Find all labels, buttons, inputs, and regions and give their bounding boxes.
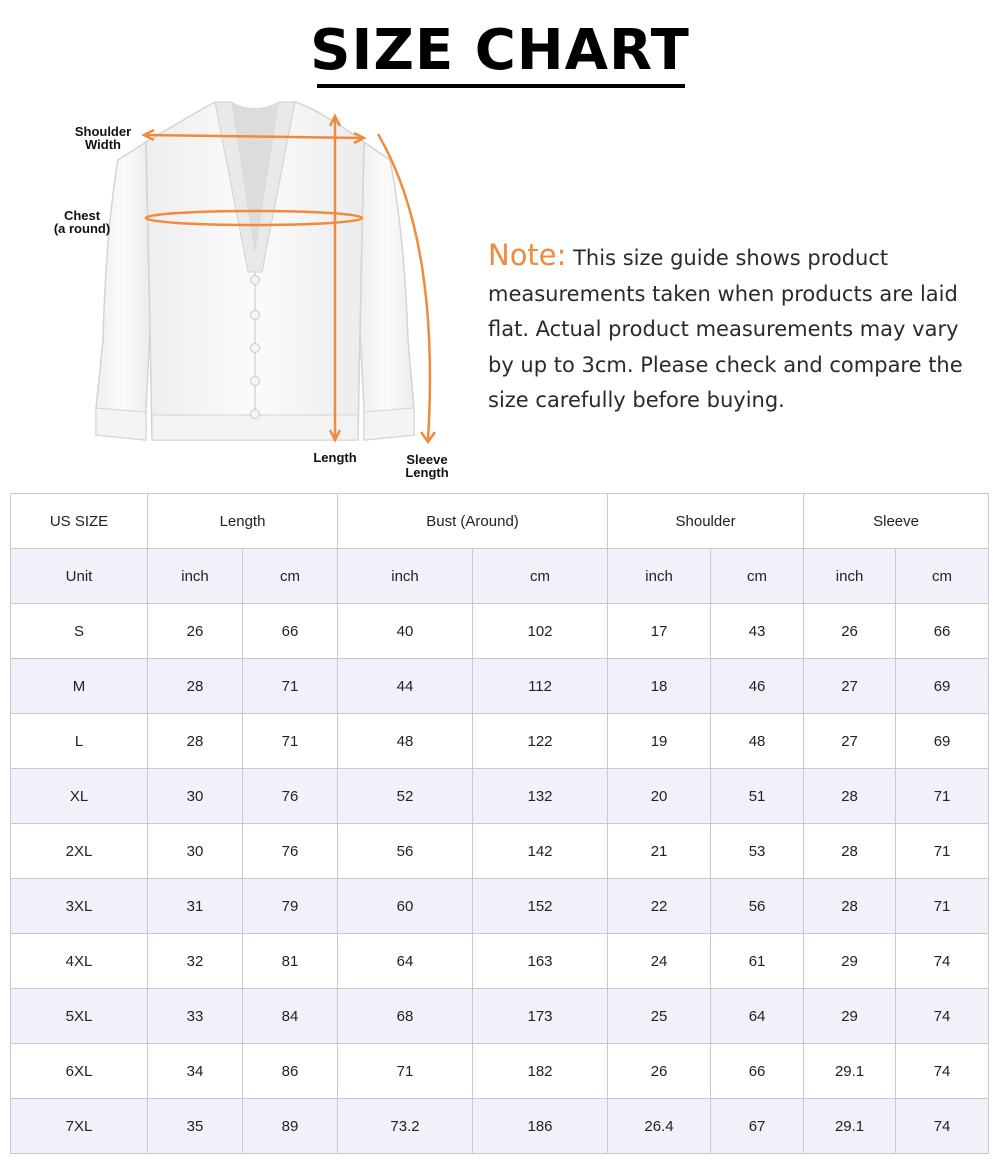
measurement-cell: 29.1 xyxy=(804,1099,896,1154)
measurement-cell: 33 xyxy=(148,989,243,1044)
measurement-cell: 69 xyxy=(896,714,989,769)
measurement-cell: 71 xyxy=(896,824,989,879)
measurement-cell: 46 xyxy=(711,659,804,714)
measurement-cell: 17 xyxy=(608,604,711,659)
measurement-cell: 132 xyxy=(473,769,608,824)
measurement-cell: 32 xyxy=(148,934,243,989)
measurement-cell: 28 xyxy=(804,879,896,934)
measurement-cell: 43 xyxy=(711,604,804,659)
measurement-cell: 31 xyxy=(148,879,243,934)
measurement-cell: 60 xyxy=(338,879,473,934)
sleeve-label-line1: Sleeve xyxy=(406,452,448,467)
measurement-cell: 27 xyxy=(804,659,896,714)
measurement-cell: 29 xyxy=(804,989,896,1044)
table-row xyxy=(11,989,989,1044)
measurement-cell: 56 xyxy=(711,879,804,934)
measurement-cell: 74 xyxy=(896,1099,989,1154)
unit-cell: cm xyxy=(711,549,804,604)
cardigan-diagram xyxy=(0,90,480,490)
measurement-cell: 56 xyxy=(338,824,473,879)
unit-cell: inch xyxy=(804,549,896,604)
chest-label xyxy=(44,209,120,235)
table-row xyxy=(11,604,989,659)
measurement-cell: 74 xyxy=(896,1044,989,1099)
measurement-cell: 152 xyxy=(473,879,608,934)
size-cell: 3XL xyxy=(11,879,148,934)
table-row xyxy=(11,1099,989,1154)
measurement-cell: 18 xyxy=(608,659,711,714)
size-cell: 5XL xyxy=(11,989,148,1044)
measurement-cell: 28 xyxy=(804,769,896,824)
table-row xyxy=(11,934,989,989)
measurement-cell: 67 xyxy=(711,1099,804,1154)
measurement-cell: 28 xyxy=(148,714,243,769)
size-note xyxy=(488,238,968,419)
measurement-cell: 76 xyxy=(243,824,338,879)
size-cell: 6XL xyxy=(11,1044,148,1099)
measurement-cell: 48 xyxy=(338,714,473,769)
measurement-cell: 81 xyxy=(243,934,338,989)
shoulder-width-label xyxy=(64,125,142,151)
measurement-cell: 102 xyxy=(473,604,608,659)
measurement-cell: 26 xyxy=(148,604,243,659)
measurement-cell: 71 xyxy=(338,1044,473,1099)
measurement-cell: 66 xyxy=(896,604,989,659)
shoulder-label-line1: Shoulder xyxy=(74,124,132,139)
measurement-cell: 61 xyxy=(711,934,804,989)
table-row xyxy=(11,659,989,714)
measurement-cell: 71 xyxy=(896,879,989,934)
measurement-cell: 35 xyxy=(148,1099,243,1154)
measurement-cell: 79 xyxy=(243,879,338,934)
unit-cell: inch xyxy=(338,549,473,604)
measurement-cell: 173 xyxy=(473,989,608,1044)
measurement-cell: 182 xyxy=(473,1044,608,1099)
measurement-cell: 64 xyxy=(338,934,473,989)
measurement-cell: 68 xyxy=(338,989,473,1044)
header-sleeve: Sleeve xyxy=(804,494,989,549)
measurement-cell: 71 xyxy=(243,659,338,714)
measurement-cell: 26 xyxy=(608,1044,711,1099)
measurement-cell: 20 xyxy=(608,769,711,824)
length-label: Length xyxy=(313,450,357,465)
header-shoulder: Shoulder xyxy=(608,494,804,549)
header-length: Length xyxy=(148,494,338,549)
measurement-cell: 44 xyxy=(338,659,473,714)
measurement-cell: 69 xyxy=(896,659,989,714)
size-cell: S xyxy=(11,604,148,659)
page-title: SIZE CHART xyxy=(310,18,690,83)
table-row xyxy=(11,824,989,879)
size-cell: 2XL xyxy=(11,824,148,879)
table-row xyxy=(11,714,989,769)
measurement-cell: 22 xyxy=(608,879,711,934)
measurement-cell: 34 xyxy=(148,1044,243,1099)
measurement-cell: 28 xyxy=(148,659,243,714)
note-label: Note: xyxy=(488,238,567,272)
table-row xyxy=(11,769,989,824)
size-cell: 7XL xyxy=(11,1099,148,1154)
unit-cell: Unit xyxy=(11,549,148,604)
measurement-cell: 52 xyxy=(338,769,473,824)
chest-label-line2: (a round) xyxy=(53,221,111,236)
measurement-cell: 112 xyxy=(473,659,608,714)
measurement-cell: 71 xyxy=(896,769,989,824)
measurement-cell: 27 xyxy=(804,714,896,769)
measurement-cell: 29 xyxy=(804,934,896,989)
size-cell: M xyxy=(11,659,148,714)
measurement-cell: 19 xyxy=(608,714,711,769)
measurement-cell: 66 xyxy=(711,1044,804,1099)
measurement-cell: 122 xyxy=(473,714,608,769)
measurement-cell: 76 xyxy=(243,769,338,824)
measurement-cell: 73.2 xyxy=(338,1099,473,1154)
measurement-cell: 53 xyxy=(711,824,804,879)
measurement-cell: 26 xyxy=(804,604,896,659)
unit-cell: inch xyxy=(148,549,243,604)
size-cell: 4XL xyxy=(11,934,148,989)
sleeve-label-line2: Length xyxy=(405,465,449,480)
table-row xyxy=(11,1044,989,1099)
measurement-cell: 89 xyxy=(243,1099,338,1154)
measurement-cell: 74 xyxy=(896,934,989,989)
measurement-cell: 30 xyxy=(148,824,243,879)
unit-cell: cm xyxy=(896,549,989,604)
size-cell: L xyxy=(11,714,148,769)
measurement-cell: 24 xyxy=(608,934,711,989)
unit-row xyxy=(11,549,989,604)
measurement-cell: 64 xyxy=(711,989,804,1044)
note-text: This size guide shows product measurements taken when products are laid flat. Actual product measurements may vary by up to 3cm. Please check and compare the size carefully before buying. xyxy=(488,246,963,412)
chest-label-line1: Chest xyxy=(63,208,101,223)
header-bust: Bust (Around) xyxy=(338,494,608,549)
measurement-cell: 26.4 xyxy=(608,1099,711,1154)
unit-cell: inch xyxy=(608,549,711,604)
size-cell: XL xyxy=(11,769,148,824)
measurement-cell: 84 xyxy=(243,989,338,1044)
table-row xyxy=(11,879,989,934)
measurement-cell: 71 xyxy=(243,714,338,769)
header-size: US SIZE xyxy=(11,494,148,549)
measurement-cell: 86 xyxy=(243,1044,338,1099)
table-header-row xyxy=(11,494,989,549)
unit-cell: cm xyxy=(473,549,608,604)
measurement-cell: 28 xyxy=(804,824,896,879)
measurement-cell: 21 xyxy=(608,824,711,879)
measurement-cell: 40 xyxy=(338,604,473,659)
title-underline xyxy=(317,84,685,88)
measurement-cell: 30 xyxy=(148,769,243,824)
measurement-cell: 186 xyxy=(473,1099,608,1154)
measurement-cell: 74 xyxy=(896,989,989,1044)
measurement-cell: 142 xyxy=(473,824,608,879)
unit-cell: cm xyxy=(243,549,338,604)
measurement-cell: 48 xyxy=(711,714,804,769)
measurement-cell: 29.1 xyxy=(804,1044,896,1099)
shoulder-label-line2: Width xyxy=(85,137,121,152)
size-table xyxy=(10,493,989,1154)
measurement-cell: 51 xyxy=(711,769,804,824)
measurement-cell: 25 xyxy=(608,989,711,1044)
sleeve-length-label xyxy=(397,453,457,479)
measurement-cell: 66 xyxy=(243,604,338,659)
measurement-cell: 163 xyxy=(473,934,608,989)
